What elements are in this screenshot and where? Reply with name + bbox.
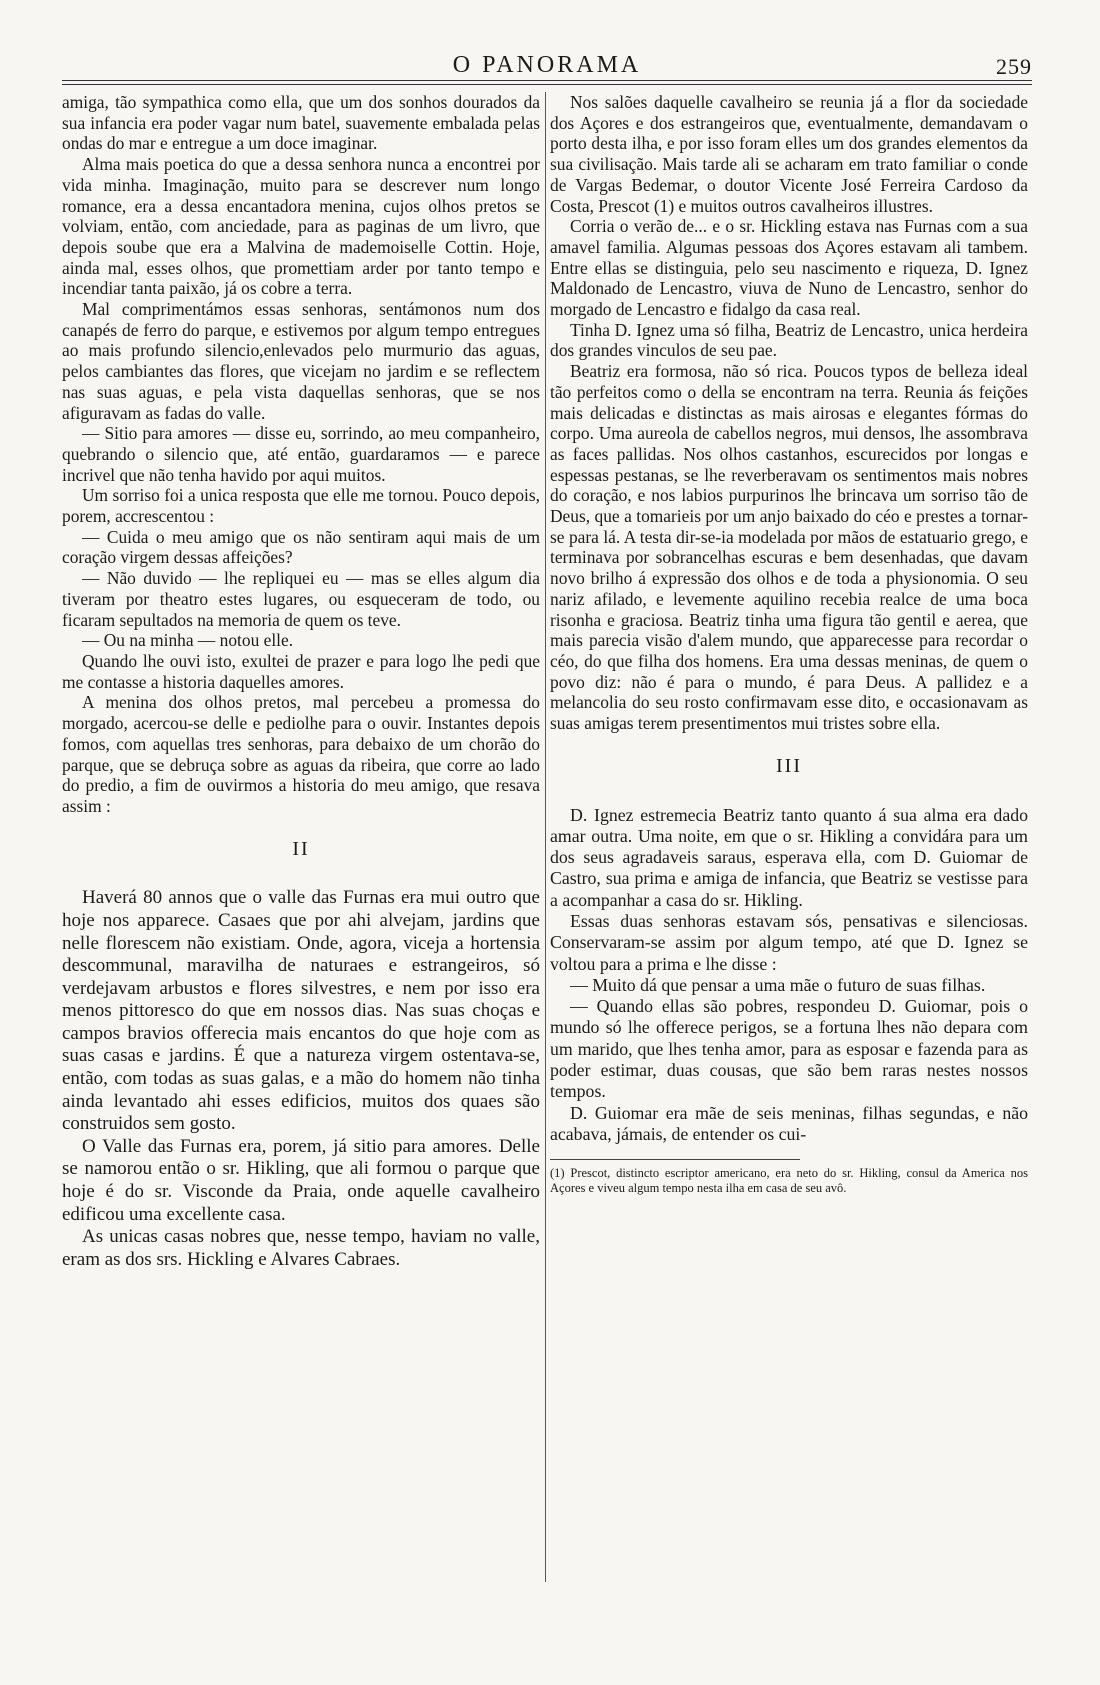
left-paragraph: Quando lhe ouvi isto, exultei de prazer e para logo lhe pedi que me contasse a historia daquelles amores. [62, 650, 540, 692]
right-paragraph: Beatriz era formosa, não só rica. Poucos typos de belleza ideal tão perfeitos como o della se encontram na terra. Reunia ás feições mais delicadas e distinctas as mais airosas e elegantes fórmas do corpo. Uma aureola de cabellos negros, mui densos, lhe assombrava as faces pallidas. Nos olhos castanhos, escurecidos por longas e espessas pestanas, se lhe reverberavam os sentimentos mais nobres do coração, e nos labios purpurinos lhe brincava um sorriso tão de Deus, que a tomarieis por um anjo baixado do céo e prestes a tornar-se para lá. A testa dir-se-ia modelada por mãos de estatuario grego, e terminava por sobrancelhas escuras e bem desenhadas, que davam novo brilho á expressão dos olhos e de toda a physionomia. O seu nariz afilado, e levemente aquilino recebia realce de uma boca risonha e graciosa. Beatriz tinha uma figura tão gentil e aerea, que mais parecia visão d'alem mundo, que apparecesse para recordar o céo, do que filha dos homens. Era uma dessas meninas, de quem o povo diz: não é para o mundo, é para Deus. A pallidez e a melancolia do seu rosto confirmavam esse dito, e occasionavam as suas amigas terem presentimentos mui tristes sobre ella. [550, 361, 1028, 734]
right-paragraph: Nos salões daquelle cavalheiro se reunia já a flor da sociedade dos Açores e dos estrangeiros que, eventualmente, demandavam o porto desta ilha, e por isso foram elles um dos grandes elementos da sua civilisação. Mais tarde ali se acharam em trato familiar o conde de Vargas Bedemar, o doutor Vicente José Ferreira Cardoso da Costa, Prescot (1) e muitos outros cavalheiros illustres. [550, 92, 1028, 216]
section-heading-ii: II [292, 837, 310, 860]
left-paragraph: Um sorriso foi a unica resposta que elle me tornou. Pouco depois, porem, accrescentou : [62, 485, 540, 527]
right-paragraph: Tinha D. Ignez uma só filha, Beatriz de Lencastro, unica herdeira dos grandes vinculos de seu pae. [550, 319, 1028, 361]
left-paragraph: Haverá 80 annos que o valle das Furnas era mui outro que hoje nos apparece. Casaes que por ahi alvejam, jardins que nelle florescem não existiam. Onde, agora, viceja a hortensia descommunal, maravilha de naturaes e estrangeiros, só verdejavam arbustos e flores silvestres, e nem por isso era menos pittoresco do que em nossos dias. Nas suas choças e campos bravios offerecia mais encantos do que hoje com as suas casas e jardins. É que a natureza virgem ostentava-se, então, com todas as suas galas, e a mão do homem não tinha ainda levantado ahi esses edificios, muitos dos quaes são construidos sem gosto. [62, 887, 540, 1135]
running-title: O PANORAMA [452, 52, 642, 78]
column-divider [545, 92, 546, 1582]
header-rule [62, 80, 1032, 85]
right-paragraph: D. Guiomar era mãe de seis meninas, filhas segundas, e não acabava, jámais, de entender os cui- [550, 1102, 1028, 1144]
left-column [62, 92, 540, 1602]
footnote: (1) Prescot, distincto escriptor americano, era neto do sr. Hikling, consul da America nos Açores e viveu algum tempo nesta ilha em casa de seu avô. [550, 1166, 1028, 1196]
left-paragraph: amiga, tão sympathica como ella, que um dos sonhos dourados da sua infancia era poder vagar num batel, suavemente embalada pelas ondas do mar e entregue a um doce imaginar. [62, 92, 540, 154]
left-paragraph: — Ou na minha — notou elle. [82, 630, 294, 651]
page-header [62, 48, 1032, 84]
left-paragraph: O Valle das Furnas era, porem, já sitio para amores. Delle se namorou então o sr. Hikling, que ali formou o parque que hoje é do sr. Visconde da Praia, onde aquelle cavalheiro edificou uma excellente casa. [62, 1135, 540, 1225]
left-section-ii-body [62, 887, 540, 1271]
right-paragraph: — Muito dá que pensar a uma mãe o futuro de suas filhas. [570, 974, 986, 995]
right-paragraph: Corria o verão de... e o sr. Hickling estava nas Furnas com a sua amavel familia. Algumas pessoas dos Açores estavam ali tambem. Entre ellas se distinguia, pelo seu nascimento e riqueza, D. Ignez Maldonado de Lencastro, viuva de Nuno de Lencastro, senhor do morgado de Lencastro e fidalgo da casa real. [550, 216, 1028, 320]
left-paragraph: — Sitio para amores — disse eu, sorrindo, ao meu companheiro, quebrando o silencio que, até então, guardaramos — e parece incrivel que não tenha havido por aqui muitos. [62, 423, 540, 485]
right-column [550, 92, 1028, 1602]
right-paragraph: D. Ignez estremecia Beatriz tanto quanto á sua alma era dado amar outra. Uma noite, em que o sr. Hikling a convidára para um dos seus agradaveis saraus, esperava ella, com D. Guiomar de Castro, sua prima e amiga de infancia, que Beatriz se vestisse para a acompanhar a casa do sr. Hikling. [550, 804, 1028, 910]
right-paragraph: — Quando ellas são pobres, respondeu D. Guiomar, pois o mundo só lhe offerece perigos, se a fortuna lhes não depara com um marido, que lhes tenha amor, para as esposar e fazenda para as poder estimar, duas cousas, que são bem raras nestes nossos tempos. [550, 996, 1028, 1102]
left-paragraph: As unicas casas nobres que, nesse tempo, haviam no valle, eram as dos srs. Hickling e Alvares Cabraes. [62, 1226, 540, 1270]
left-paragraph: — Cuida o meu amigo que os não sentiram aqui mais de um coração virgem dessas affeições? [62, 526, 540, 568]
footnote-rule [550, 1159, 800, 1160]
right-paragraph: Essas duas senhoras estavam sós, pensativas e silenciosas. Conservaram-se assim por algum tempo, até que D. Ignez se voltou para a prima e lhe disse : [550, 910, 1028, 974]
left-paragraph: — Não duvido — lhe repliquei eu — mas se elles algum dia tiveram por theatro estes lugares, ou esqueceram de todo, ou ficaram sepultados na memoria de quem os teve. [62, 568, 540, 630]
left-paragraph: A menina dos olhos pretos, mal percebeu a promessa do morgado, acercou-se delle e pediolhe para o ouvir. Instantes depois fomos, com aquellas tres senhoras, para debaixo de um chorão do parque, que se debruça sobre as aguas da ribeira, que corre ao lado do predio, a fim de ouvirmos a historia do meu amigo, que resava assim : [62, 692, 540, 816]
section-heading-iii: III [776, 754, 802, 777]
left-paragraph: Alma mais poetica do que a dessa senhora nunca a encontrei por vida minha. Imaginação, muito para se descrever num longo romance, era a dessa encantadora menina, cujos olhos pretos se volviam, então, com anciedade, para as paginas de um livro, que depois soube que era a Malvina de mademoiselle Cottin. Hoje, ainda mal, esses olhos, que promettiam arder por tanto tempo e incendiar tanta paixão, já os cobre a terra. [62, 154, 540, 299]
left-paragraph: Mal comprimentámos essas senhoras, sentámonos num dos canapés de ferro do parque, e estivemos por algum tempo entregues ao mais profundo silencio,enlevados pelo murmurio das aguas, pelos cambiantes das flores, que vicejam no jardim e se reflectem nas suas aguas, e pela vista daquellas senhoras, que se nos afiguravam as fadas do valle. [62, 299, 540, 423]
right-section-iii-body [550, 805, 1028, 1146]
page-number: 259 [996, 54, 1032, 79]
